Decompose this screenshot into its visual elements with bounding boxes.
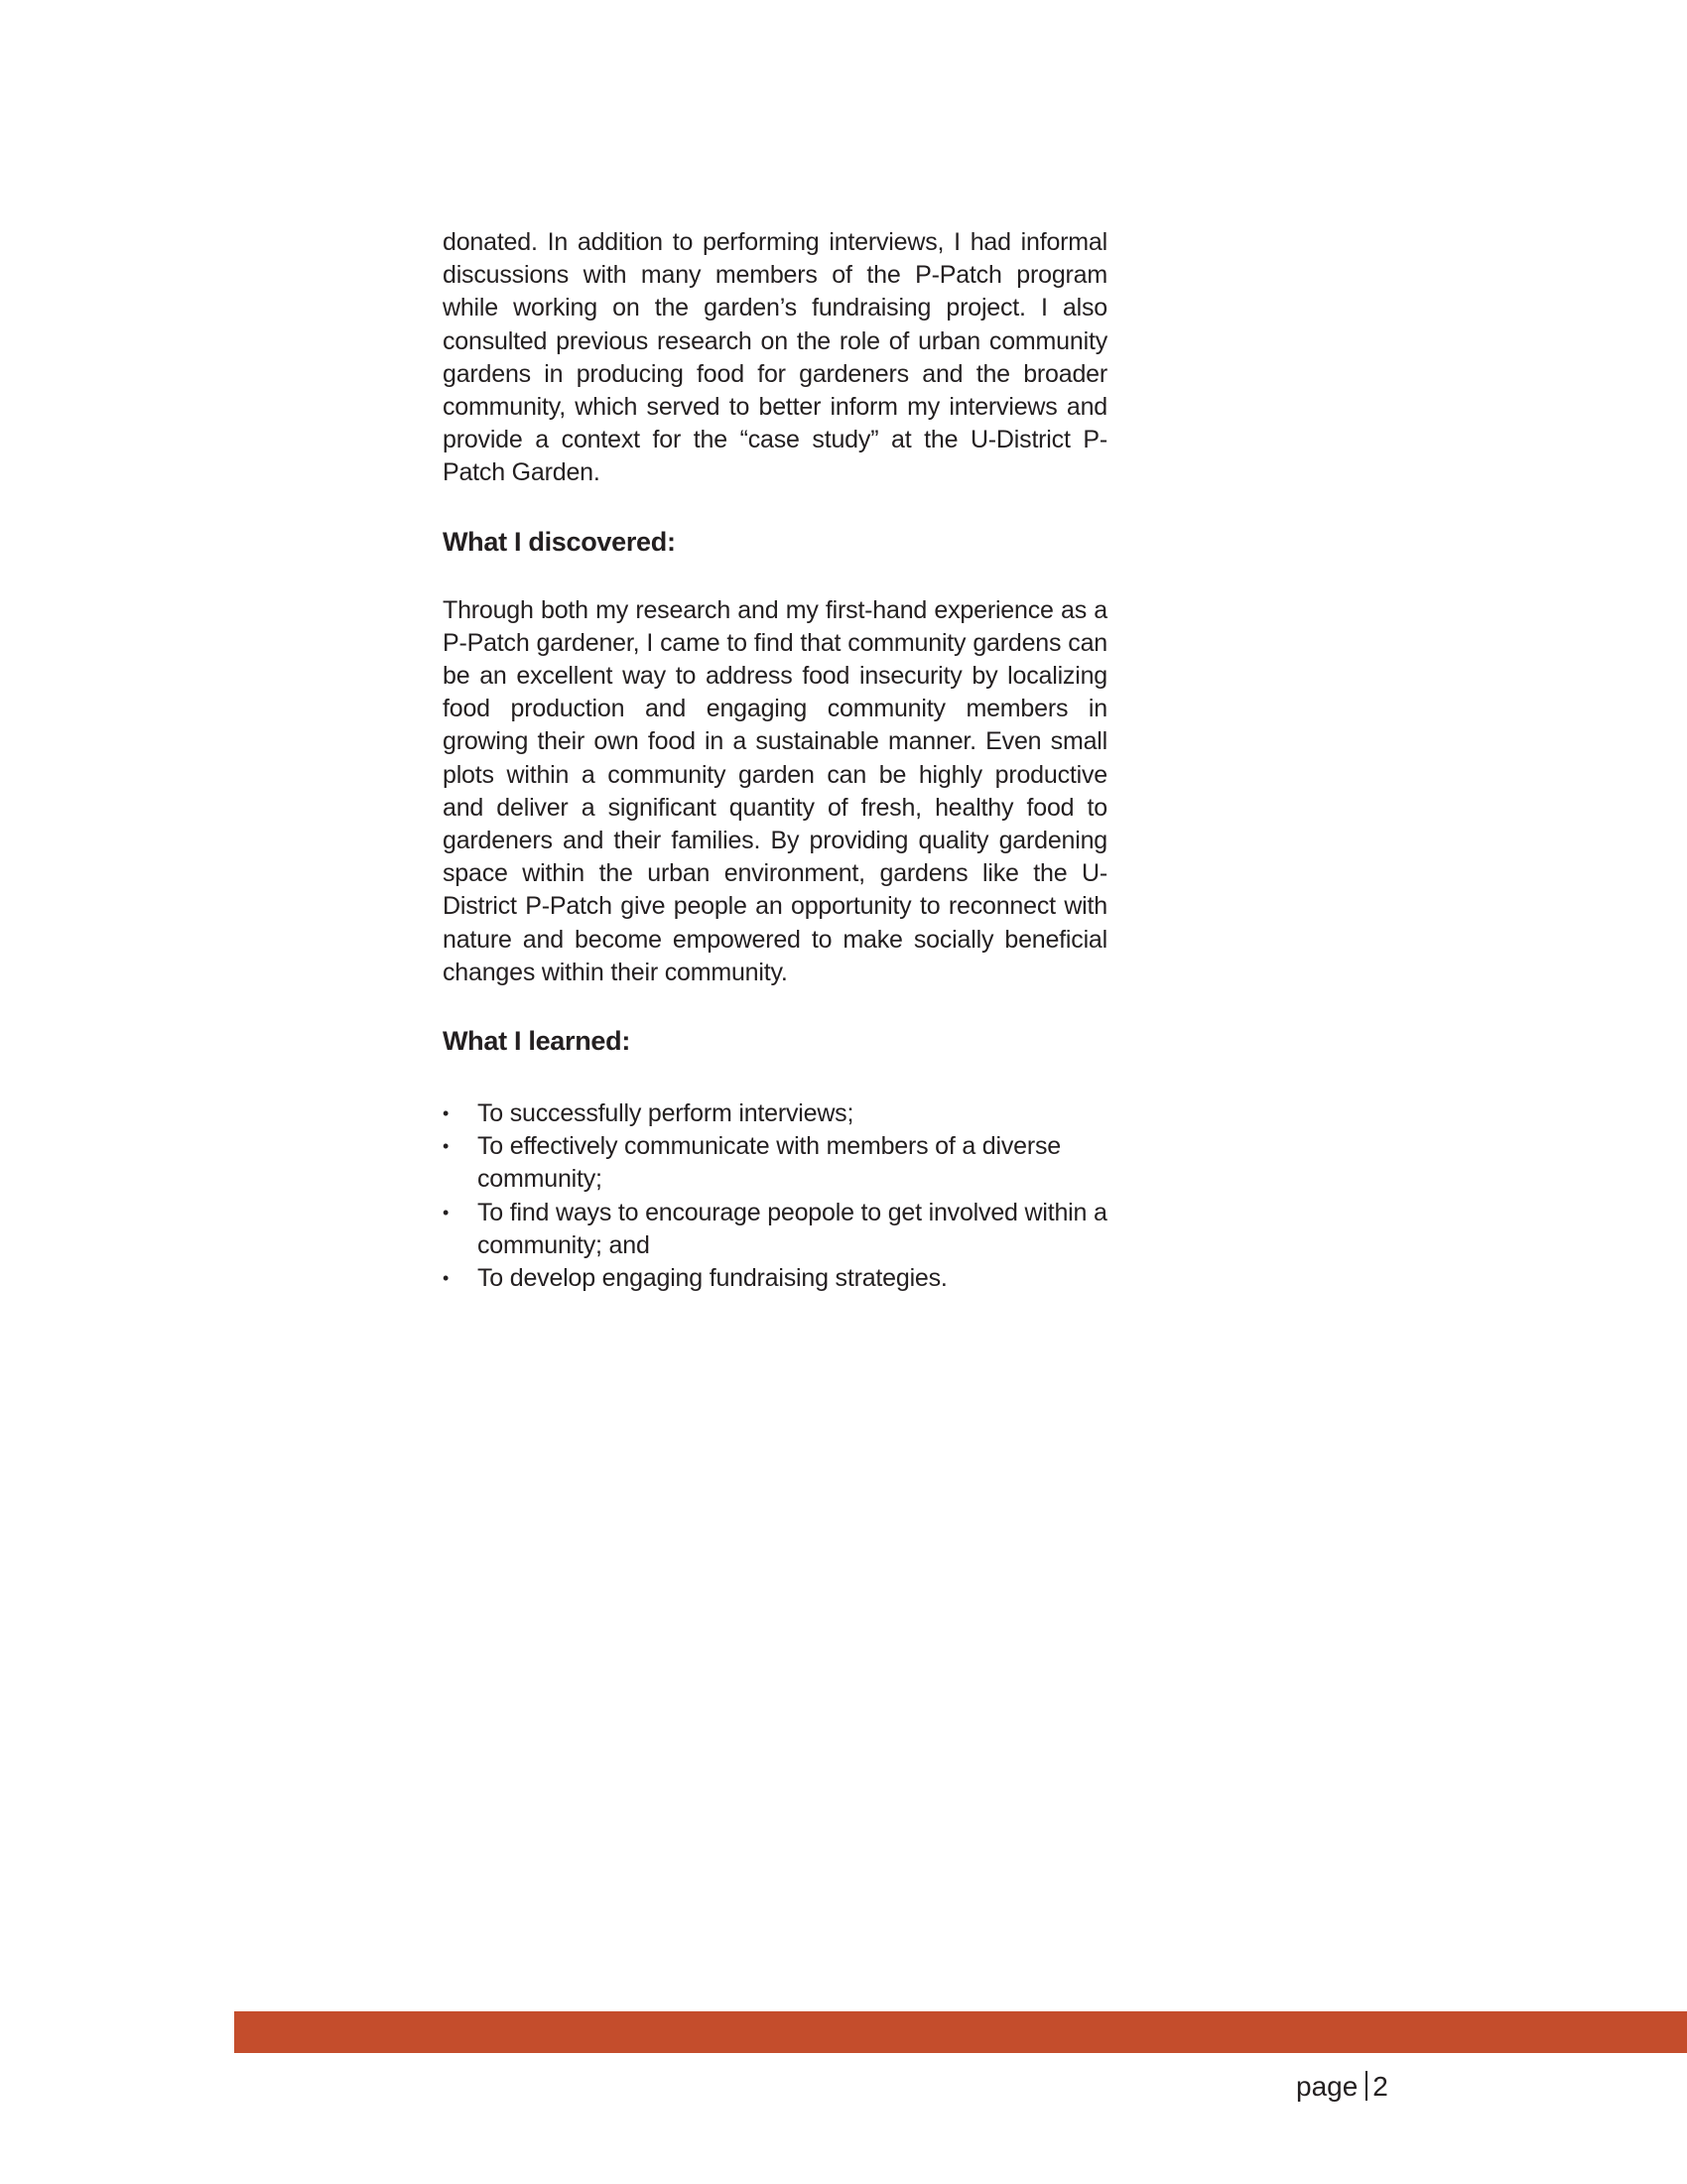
- list-item-text: To effectively communicate with members of a diverse community;: [477, 1132, 1061, 1194]
- bullet-icon: •: [443, 1136, 450, 1157]
- page-label: page: [1296, 2071, 1359, 2102]
- list-item-text: To find ways to encourage peopole to get involved within a community; and: [477, 1198, 1107, 1259]
- list-item: [443, 1262, 1107, 1295]
- intro-paragraph: donated. In addition to performing interviews, I had informal discussions with many members of the P-Patch program while working on the garden’s fundraising project. I also consulted previous research on the role of urban community gardens in producing food for gardeners and the broader community, which served to better inform my interviews and provide a context for the “case study” at the U-District P-Patch Garden.: [443, 228, 1107, 487]
- list-item-text: To develop engaging fundraising strategies.: [477, 1264, 948, 1293]
- page-separator: [1365, 2071, 1367, 2101]
- bullet-icon: •: [443, 1268, 450, 1289]
- bullet-icon: •: [443, 1202, 450, 1222]
- footer-accent-bar: [234, 2011, 1687, 2053]
- list-item-text: To successfully perform interviews;: [477, 1099, 854, 1128]
- heading-what-i-discovered: What I discovered:: [443, 526, 676, 557]
- list-item: [443, 1097, 1107, 1130]
- heading-what-i-learned: What I learned:: [443, 1026, 631, 1057]
- list-item: [443, 1197, 1107, 1262]
- page-number: [1296, 2070, 1388, 2104]
- bullet-icon: •: [443, 1103, 450, 1124]
- discovered-paragraph: Through both my research and my first-hand experience as a P-Patch gardener, I came to find that community gardens can be an excellent way to address food insecurity by localizing food production and engaging community members in growing their own food in a sustainable manner. Even small plots within a community garden can be highly productive and deliver a significant quantity of fresh, healthy food to gardeners and their families. By providing quality gardening space within the urban environment, gardens like the U-District P-Patch give people an opportunity to reconnect with nature and become empowered to make socially beneficial changes within their community.: [443, 595, 1107, 986]
- list-item: [443, 1130, 1107, 1196]
- page-number-value: 2: [1372, 2071, 1388, 2102]
- learned-list: [443, 1097, 1107, 1295]
- document-body: [443, 226, 1107, 1295]
